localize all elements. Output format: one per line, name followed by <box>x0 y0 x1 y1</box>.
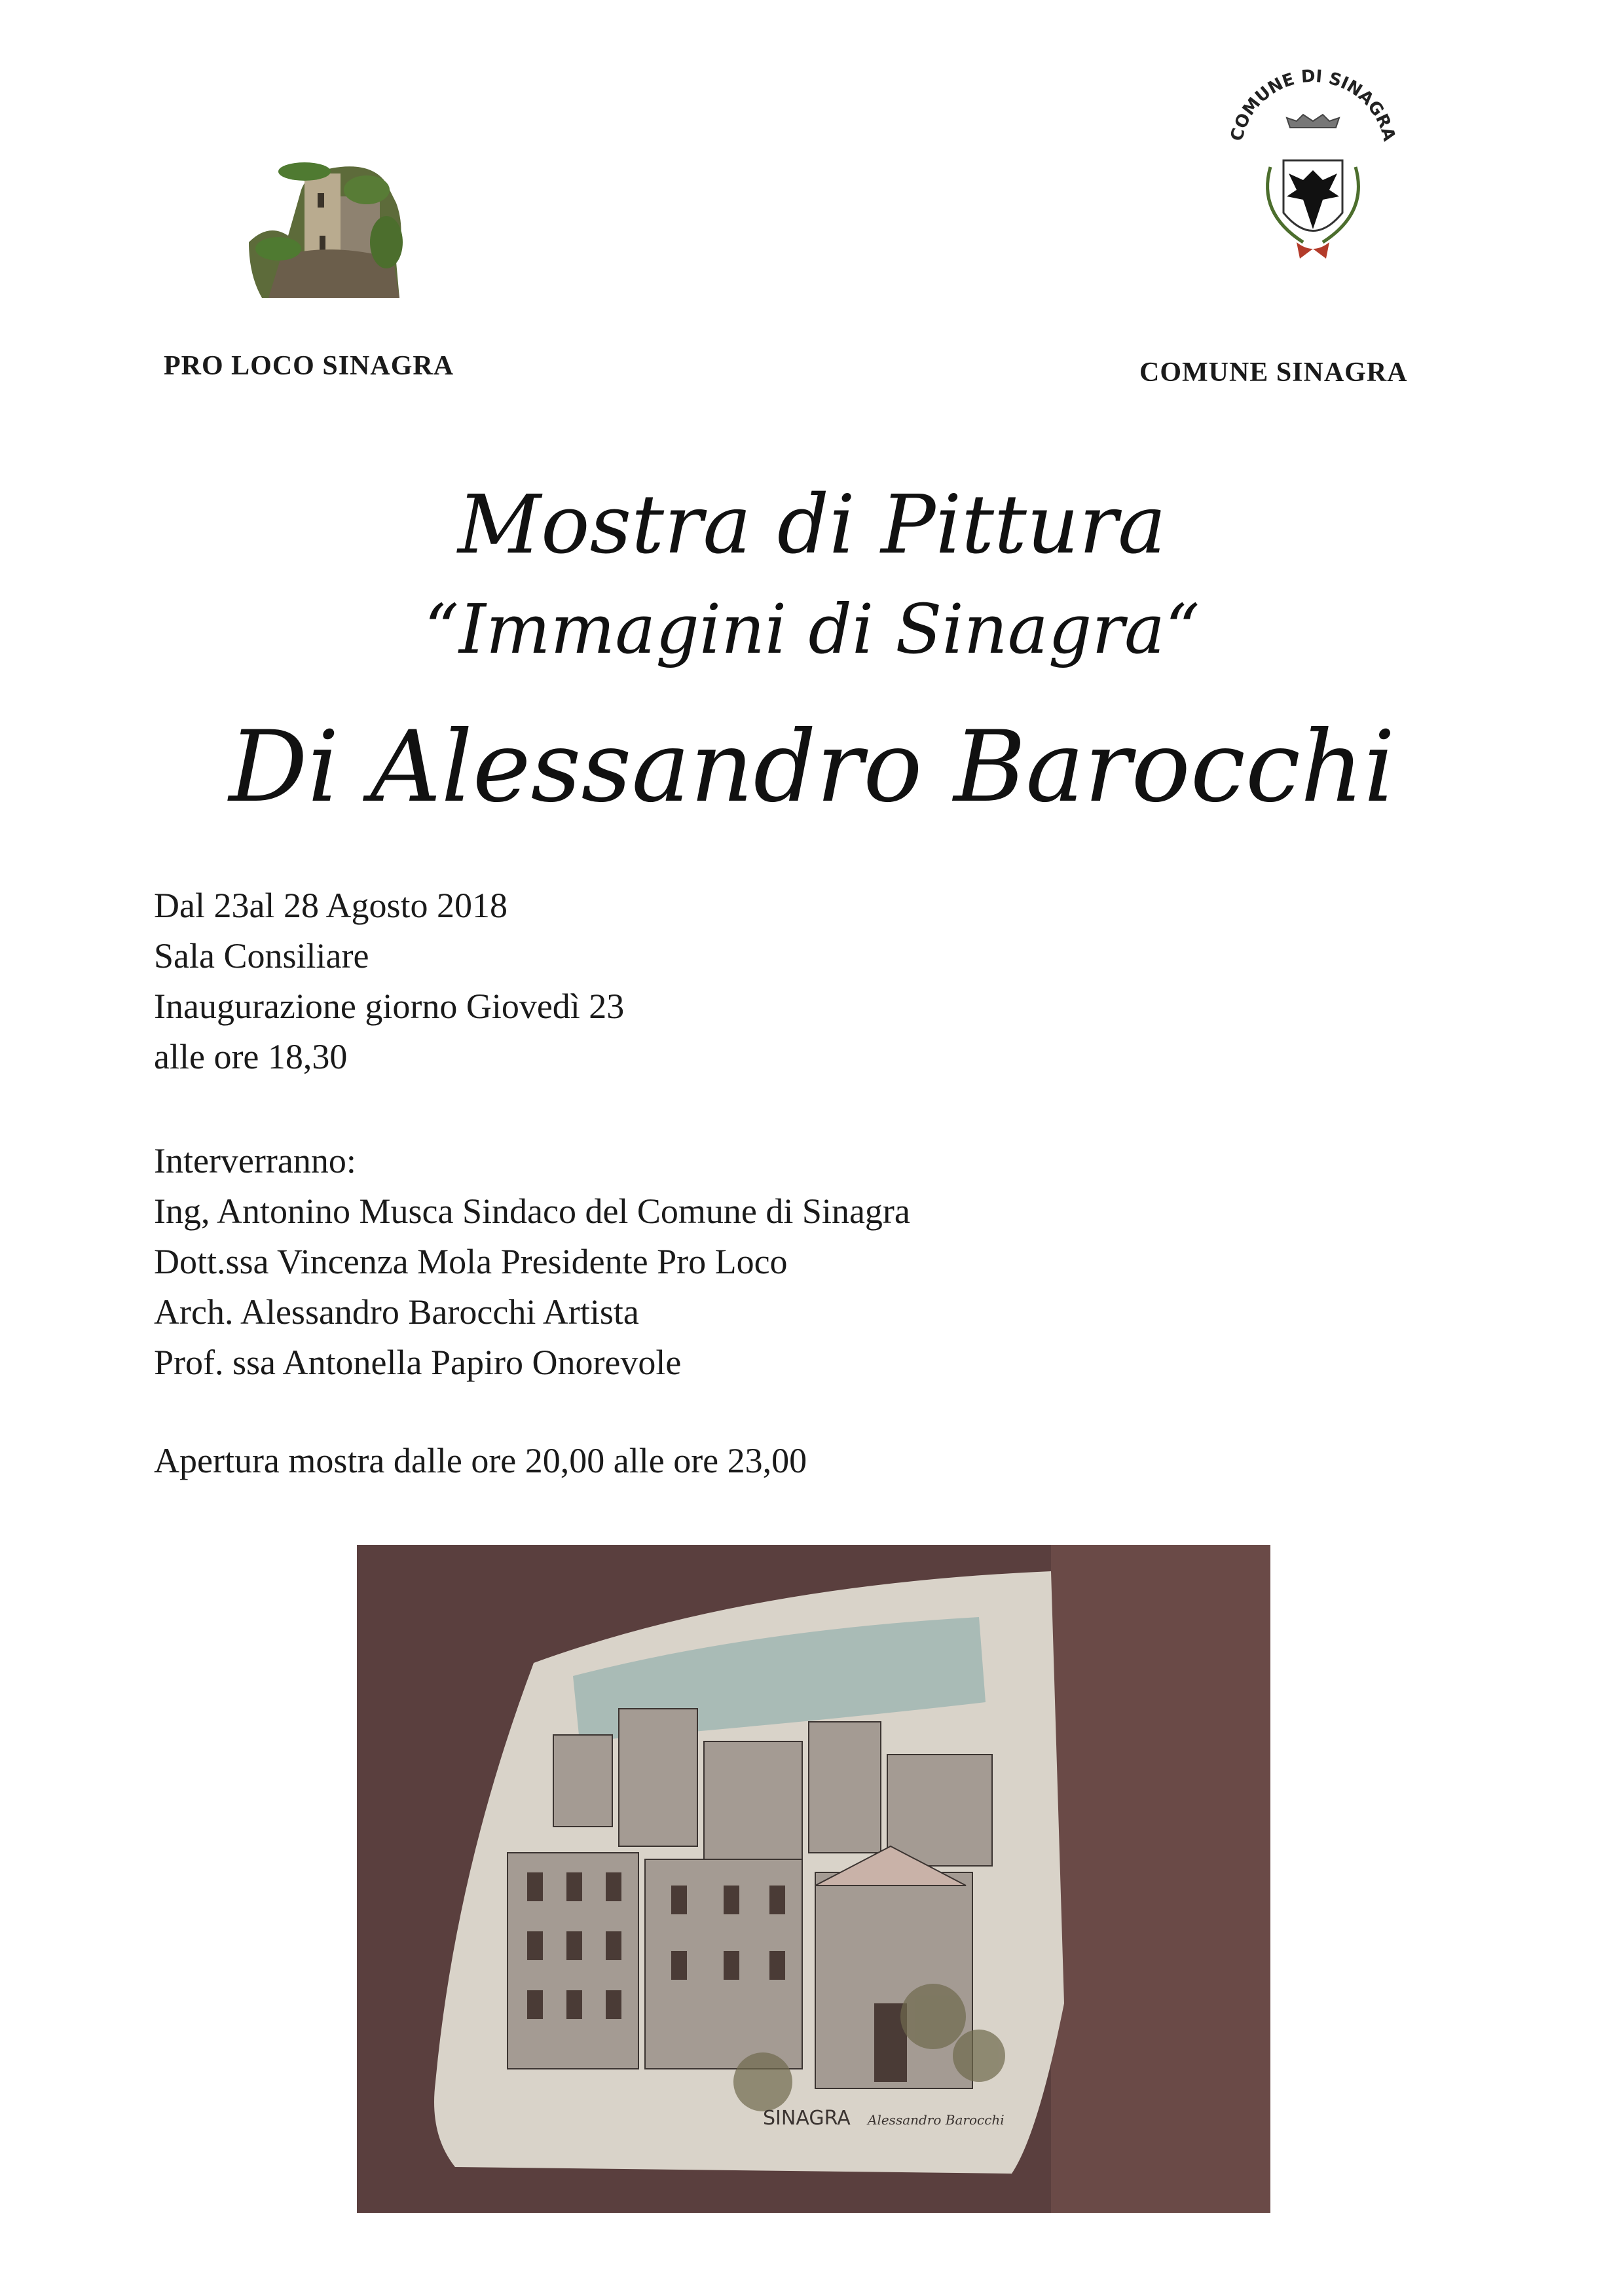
speaker-item: Dott.ssa Vincenza Mola Presidente Pro Loco <box>154 1242 788 1281</box>
exhibition-title: Mostra di Pittura <box>458 478 1166 572</box>
painting-photo <box>357 1545 1270 2213</box>
speaker-item: Ing, Antonino Musca Sindaco del Comune di Sinagra <box>154 1192 910 1231</box>
speakers-list <box>154 1136 910 1388</box>
pro-loco-tower-logo <box>242 144 419 301</box>
painting-signature-artist: Alessandro Barocchi <box>868 2112 1005 2128</box>
speakers-heading: Interverranno: <box>154 1141 356 1180</box>
painting-signature-place: SINAGRA <box>763 2107 851 2130</box>
comune-emblem-logo <box>1211 62 1414 285</box>
event-details <box>154 881 624 1082</box>
pro-loco-label: PRO LOCO SINAGRA <box>164 351 454 381</box>
artist-name-heading: Di Alessandro Barocchi <box>229 710 1395 824</box>
opening-hours: Apertura mostra dalle ore 20,00 alle ore 23,00 <box>154 1441 807 1480</box>
event-dates: Dal 23al 28 Agosto 2018 <box>154 886 507 925</box>
svg-text:COMUNE DI SINAGRA: COMUNE DI SINAGRA <box>1227 66 1399 143</box>
event-inauguration: Inaugurazione giorno Giovedì 23 <box>154 987 625 1026</box>
event-time: alle ore 18,30 <box>154 1037 348 1076</box>
exhibition-subtitle: “Immagini di Sinagra“ <box>424 589 1200 669</box>
speaker-item: Prof. ssa Antonella Papiro Onorevole <box>154 1343 682 1382</box>
event-venue: Sala Consiliare <box>154 936 369 975</box>
speaker-item: Arch. Alessandro Barocchi Artista <box>154 1292 639 1332</box>
comune-label: COMUNE SINAGRA <box>1139 357 1408 388</box>
